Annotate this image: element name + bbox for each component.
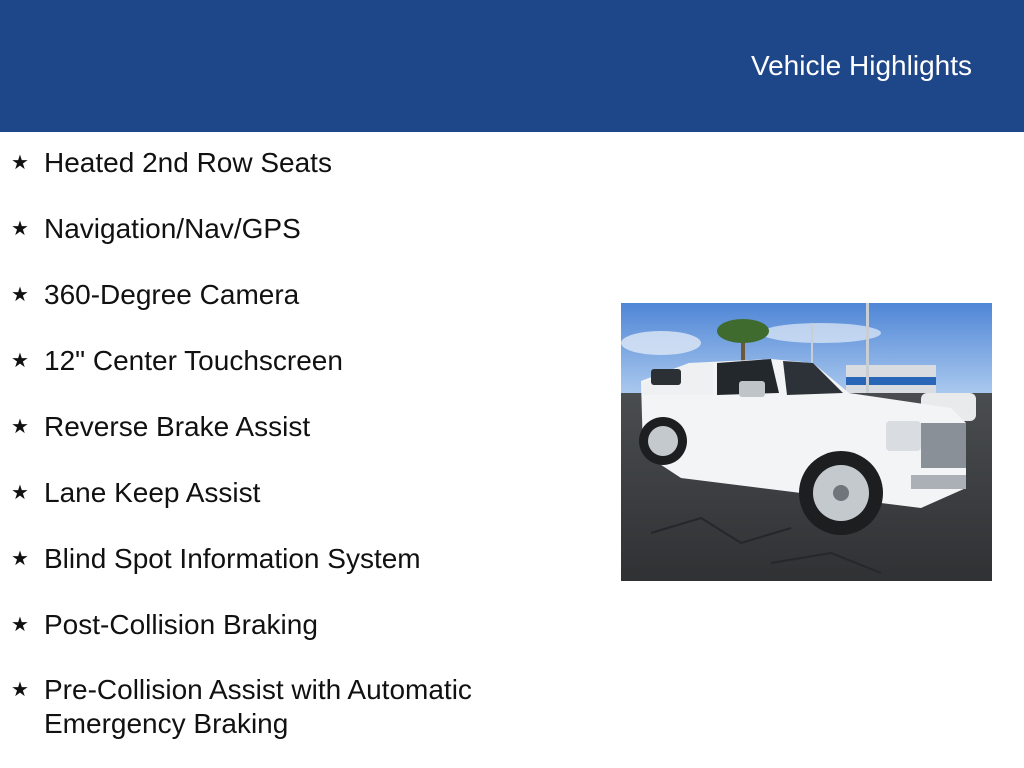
list-item xyxy=(0,410,600,444)
list-item xyxy=(0,146,600,180)
list-item xyxy=(0,212,600,246)
star-icon: ★ xyxy=(11,548,29,570)
star-icon: ★ xyxy=(11,614,29,636)
page-title: Vehicle Highlights xyxy=(750,50,972,81)
vehicle-photo-illustration xyxy=(621,303,992,581)
feature-label: 360-Degree Camera xyxy=(44,279,300,310)
header-banner xyxy=(0,0,1024,132)
list-item xyxy=(0,542,600,576)
vehicle-photo xyxy=(621,303,992,581)
list-item xyxy=(0,608,600,642)
feature-label: Reverse Brake Assist xyxy=(44,411,311,442)
feature-label: Heated 2nd Row Seats xyxy=(44,147,332,178)
star-icon: ★ xyxy=(11,218,29,240)
list-item xyxy=(0,476,600,510)
feature-label: Navigation/Nav/GPS xyxy=(44,213,301,244)
star-icon: ★ xyxy=(11,482,29,504)
star-icon: ★ xyxy=(11,416,29,438)
list-item xyxy=(0,278,600,312)
star-icon: ★ xyxy=(11,284,29,306)
list-item xyxy=(0,673,600,741)
feature-label: 12" Center Touchscreen xyxy=(44,345,343,376)
star-icon: ★ xyxy=(11,350,29,372)
list-item xyxy=(0,344,600,378)
star-icon: ★ xyxy=(11,152,29,174)
feature-label: Blind Spot Information System xyxy=(44,543,421,574)
star-icon: ★ xyxy=(11,679,29,701)
feature-label: Lane Keep Assist xyxy=(44,477,261,508)
feature-label: Pre-Collision Assist with Automatic Emergency Braking xyxy=(44,674,472,739)
feature-label: Post-Collision Braking xyxy=(44,609,318,640)
